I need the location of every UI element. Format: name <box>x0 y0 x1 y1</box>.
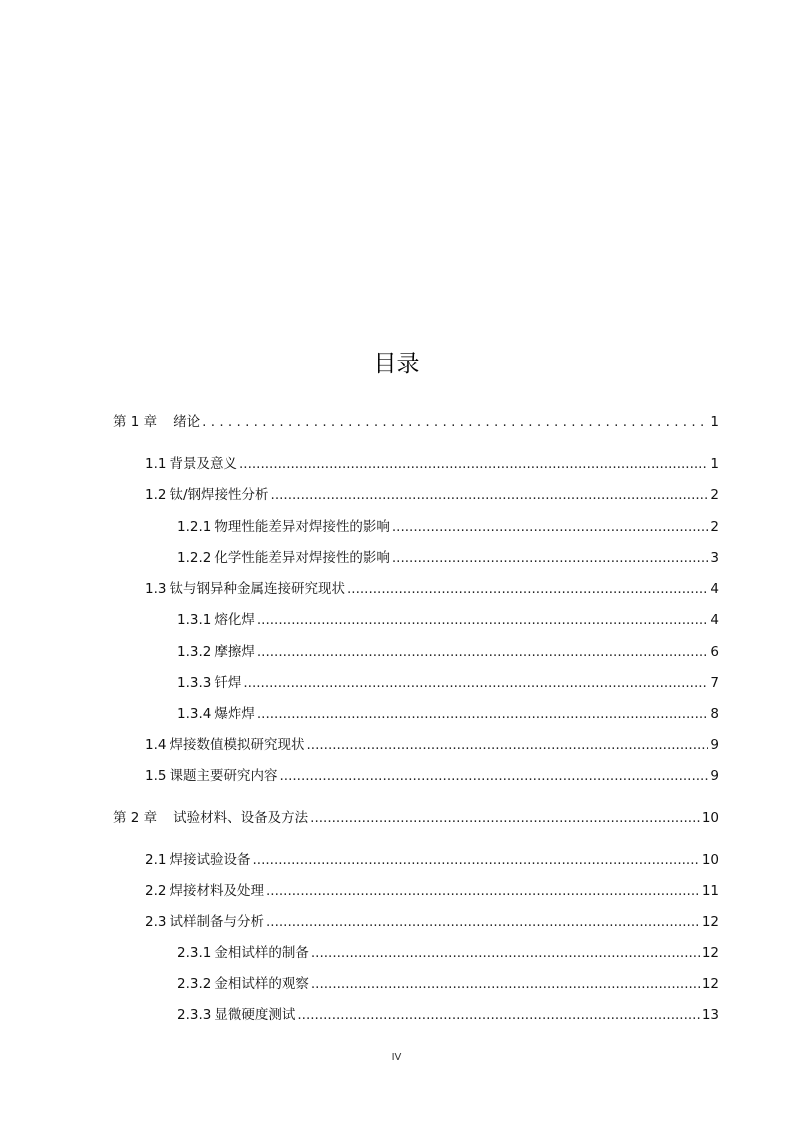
entry-label: 焊接试验设备 <box>169 852 251 868</box>
entry-label: 焊接材料及处理 <box>169 883 264 899</box>
entry-number: 2.1 <box>145 852 167 868</box>
entry-number: 2.2 <box>145 883 167 899</box>
entry-label: 摩擦焊 <box>214 644 255 660</box>
entry-number: 1.2.1 <box>177 519 212 535</box>
entry-page-number: 2 <box>710 519 719 535</box>
dot-leader <box>310 809 700 827</box>
entry-label: 爆炸焊 <box>214 706 255 722</box>
entry-page-number: 11 <box>701 883 719 899</box>
entry-label: 背景及意义 <box>169 456 237 472</box>
dot-leader <box>271 486 709 504</box>
entry-number: 1.2 <box>145 487 167 503</box>
entry-page-number: 3 <box>710 550 719 566</box>
entry-page-number: 4 <box>710 612 719 628</box>
entry-label: 钛/钢焊接性分析 <box>169 487 269 503</box>
entry-number: 1.1 <box>145 456 167 472</box>
entry-number: 1.3.2 <box>177 644 212 660</box>
entry-label: 试样制备与分析 <box>169 914 264 930</box>
toc-entry-1-5[interactable] <box>145 767 719 785</box>
entry-number: 1.3 <box>145 581 167 597</box>
dot-leader <box>266 882 700 900</box>
dot-leader <box>311 975 700 993</box>
toc-entry-1-1[interactable] <box>145 455 719 473</box>
page-number-footer: IV <box>391 1052 402 1063</box>
toc-entry-1-4[interactable] <box>145 736 719 754</box>
dot-leader <box>306 736 708 754</box>
dot-leader <box>279 767 708 785</box>
entry-page-number: 10 <box>701 810 719 826</box>
toc-entry-1-2-2[interactable] <box>177 549 719 567</box>
entry-number: 1.2.2 <box>177 550 212 566</box>
entry-number: 1.4 <box>145 737 167 753</box>
toc-entry-2-3-2[interactable] <box>177 975 719 993</box>
entry-number: 2.3.2 <box>177 976 212 992</box>
toc-entry-1-3-1[interactable] <box>177 611 719 629</box>
toc-entry-1-2[interactable] <box>145 486 719 504</box>
entry-label: 课题主要研究内容 <box>169 768 278 784</box>
toc-title: 目录 <box>373 351 420 377</box>
entry-page-number: 10 <box>701 852 719 868</box>
toc-entry-1-3[interactable] <box>145 580 719 598</box>
toc-entry-chapter-2[interactable] <box>113 809 719 827</box>
dot-leader <box>257 611 709 629</box>
entry-number: 2.3.1 <box>177 945 212 961</box>
toc-entry-chapter-1[interactable] <box>113 413 719 431</box>
toc-entry-2-3-3[interactable] <box>177 1006 719 1024</box>
dot-leader <box>257 705 709 723</box>
dot-leader <box>243 674 708 692</box>
dot-leader <box>311 944 700 962</box>
entry-label: 显微硬度测试 <box>214 1007 296 1023</box>
entry-page-number: 1 <box>710 414 719 430</box>
entry-page-number: 12 <box>701 945 719 961</box>
dot-leader <box>239 455 708 473</box>
entry-label: 物理性能差异对焊接性的影响 <box>214 519 390 535</box>
entry-number: 1.3.4 <box>177 706 212 722</box>
toc-entry-2-3[interactable] <box>145 913 719 931</box>
toc-entry-2-1[interactable] <box>145 851 719 869</box>
dot-leader <box>202 413 708 431</box>
entry-label: 绪论 <box>173 414 201 430</box>
toc-entry-2-3-1[interactable] <box>177 944 719 962</box>
entry-page-number: 12 <box>701 914 719 930</box>
toc-entry-1-3-2[interactable] <box>177 643 719 661</box>
entry-page-number: 1 <box>710 456 719 472</box>
entry-page-number: 12 <box>701 976 719 992</box>
entry-page-number: 9 <box>710 737 719 753</box>
dot-leader <box>392 518 709 536</box>
entry-number: 2.3.3 <box>177 1007 212 1023</box>
dot-leader <box>297 1006 699 1024</box>
dot-leader <box>347 580 708 598</box>
toc-entry-1-2-1[interactable] <box>177 518 719 536</box>
toc-entry-2-2[interactable] <box>145 882 719 900</box>
dot-leader <box>252 851 699 869</box>
entry-page-number: 13 <box>701 1007 719 1023</box>
entry-page-number: 9 <box>710 768 719 784</box>
entry-number: 1.3.3 <box>177 675 212 691</box>
entry-label: 熔化焊 <box>214 612 255 628</box>
dot-leader <box>392 549 709 567</box>
entry-label: 金相试样的观察 <box>214 976 309 992</box>
entry-number: 1.5 <box>145 768 167 784</box>
entry-number: 第 1 章 <box>113 414 158 430</box>
dot-leader <box>257 643 709 661</box>
entry-label: 焊接数值模拟研究现状 <box>169 737 305 753</box>
entry-number: 2.3 <box>145 914 167 930</box>
entry-number: 第 2 章 <box>113 810 158 826</box>
entry-page-number: 2 <box>710 487 719 503</box>
entry-page-number: 4 <box>710 581 719 597</box>
entry-label: 金相试样的制备 <box>214 945 309 961</box>
entry-label: 钛与钢异种金属连接研究现状 <box>169 581 345 597</box>
entry-label: 化学性能差异对焊接性的影响 <box>214 550 390 566</box>
dot-leader <box>266 913 700 931</box>
toc-entry-1-3-4[interactable] <box>177 705 719 723</box>
entry-page-number: 8 <box>710 706 719 722</box>
entry-label: 钎焊 <box>214 675 242 691</box>
entry-page-number: 7 <box>710 675 719 691</box>
entry-page-number: 6 <box>710 644 719 660</box>
toc-entry-1-3-3[interactable] <box>177 674 719 692</box>
entry-number: 1.3.1 <box>177 612 212 628</box>
entry-label: 试验材料、设备及方法 <box>173 810 309 826</box>
